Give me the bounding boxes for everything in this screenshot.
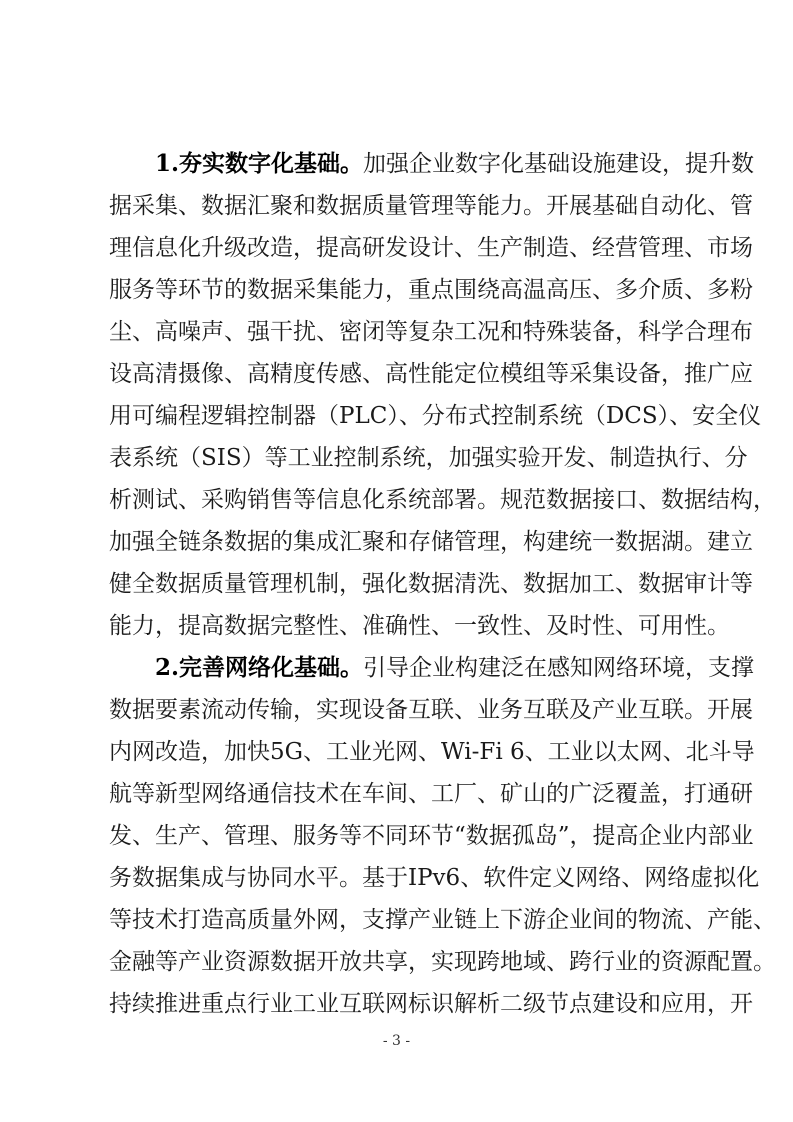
paragraph-1-line-11: 健全数据质量管理机制，强化数据清洗、数据加工、数据审计等 (109, 571, 753, 597)
paragraph-2-text: 引导企业构建泛在感知网络环境，支撑 (363, 655, 755, 681)
paragraph-1-line-7: 用可编程逻辑控制器（PLC）、分布式控制系统（DCS）、安全仪 (109, 403, 762, 429)
paragraph-2-line-2: 数据要素流动传输，实现设备互联、业务互联及产业互联。开展 (109, 697, 753, 723)
paragraph-2-line-5: 发、生产、管理、服务等不同环节“数据孤岛”，提高企业内部业 (109, 823, 754, 849)
paragraph-1-line-3: 理信息化升级改造，提高研发设计、生产制造、经营管理、市场 (109, 235, 753, 261)
paragraph-1-line-9: 析测试、采购销售等信息化系统部署。规范数据接口、数据结构， (109, 487, 776, 513)
paragraph-2-line-4: 航等新型网络通信技术在车间、工厂、矿山的广泛覆盖，打通研 (109, 781, 753, 807)
paragraph-2-line-8: 金融等产业资源数据开放共享，实现跨地域、跨行业的资源配置。 (109, 949, 776, 975)
page-number: - 3 - (382, 1033, 411, 1049)
paragraph-1-line-4: 服务等环节的数据采集能力，重点围绕高温高压、多介质、多粉 (109, 277, 753, 303)
paragraph-1-line-2: 据采集、数据汇聚和数据质量管理等能力。开展基础自动化、管 (109, 193, 753, 219)
paragraph-2-line-1 (155, 648, 755, 688)
paragraph-1-heading: 1.夯实数字化基础。 (155, 150, 364, 177)
paragraph-1-line-10: 加强全链条数据的集成汇聚和存储管理，构建统一数据湖。建立 (109, 529, 753, 555)
paragraph-2-line-7: 等技术打造高质量外网，支撑产业链上下游企业间的物流、产能、 (109, 907, 776, 933)
paragraph-1-line-1 (155, 144, 755, 184)
paragraph-2-line-9: 持续推进重点行业工业互联网标识解析二级节点建设和应用，开 (109, 991, 753, 1017)
paragraph-1-line-8: 表系统（SIS）等工业控制系统，加强实验开发、制造执行、分 (109, 445, 748, 471)
paragraph-1-line-6: 设高清摄像、高精度传感、高性能定位模组等采集设备，推广应 (109, 361, 753, 387)
paragraph-1-line-12: 能力，提高数据完整性、准确性、一致性、及时性、可用性。 (109, 613, 730, 639)
paragraph-2-heading: 2.完善网络化基础。 (155, 654, 364, 681)
paragraph-2-line-3: 内网改造，加快5G、工业光网、Wi-Fi 6、工业以太网、北斗导 (109, 739, 755, 765)
paragraph-1-line-5: 尘、高噪声、强干扰、密闭等复杂工况和特殊装备，科学合理布 (109, 319, 753, 345)
paragraph-1-text: 加强企业数字化基础设施建设，提升数 (363, 151, 755, 177)
paragraph-2-line-6: 务数据集成与协同水平。基于IPv6、软件定义网络、网络虚拟化 (109, 865, 760, 891)
